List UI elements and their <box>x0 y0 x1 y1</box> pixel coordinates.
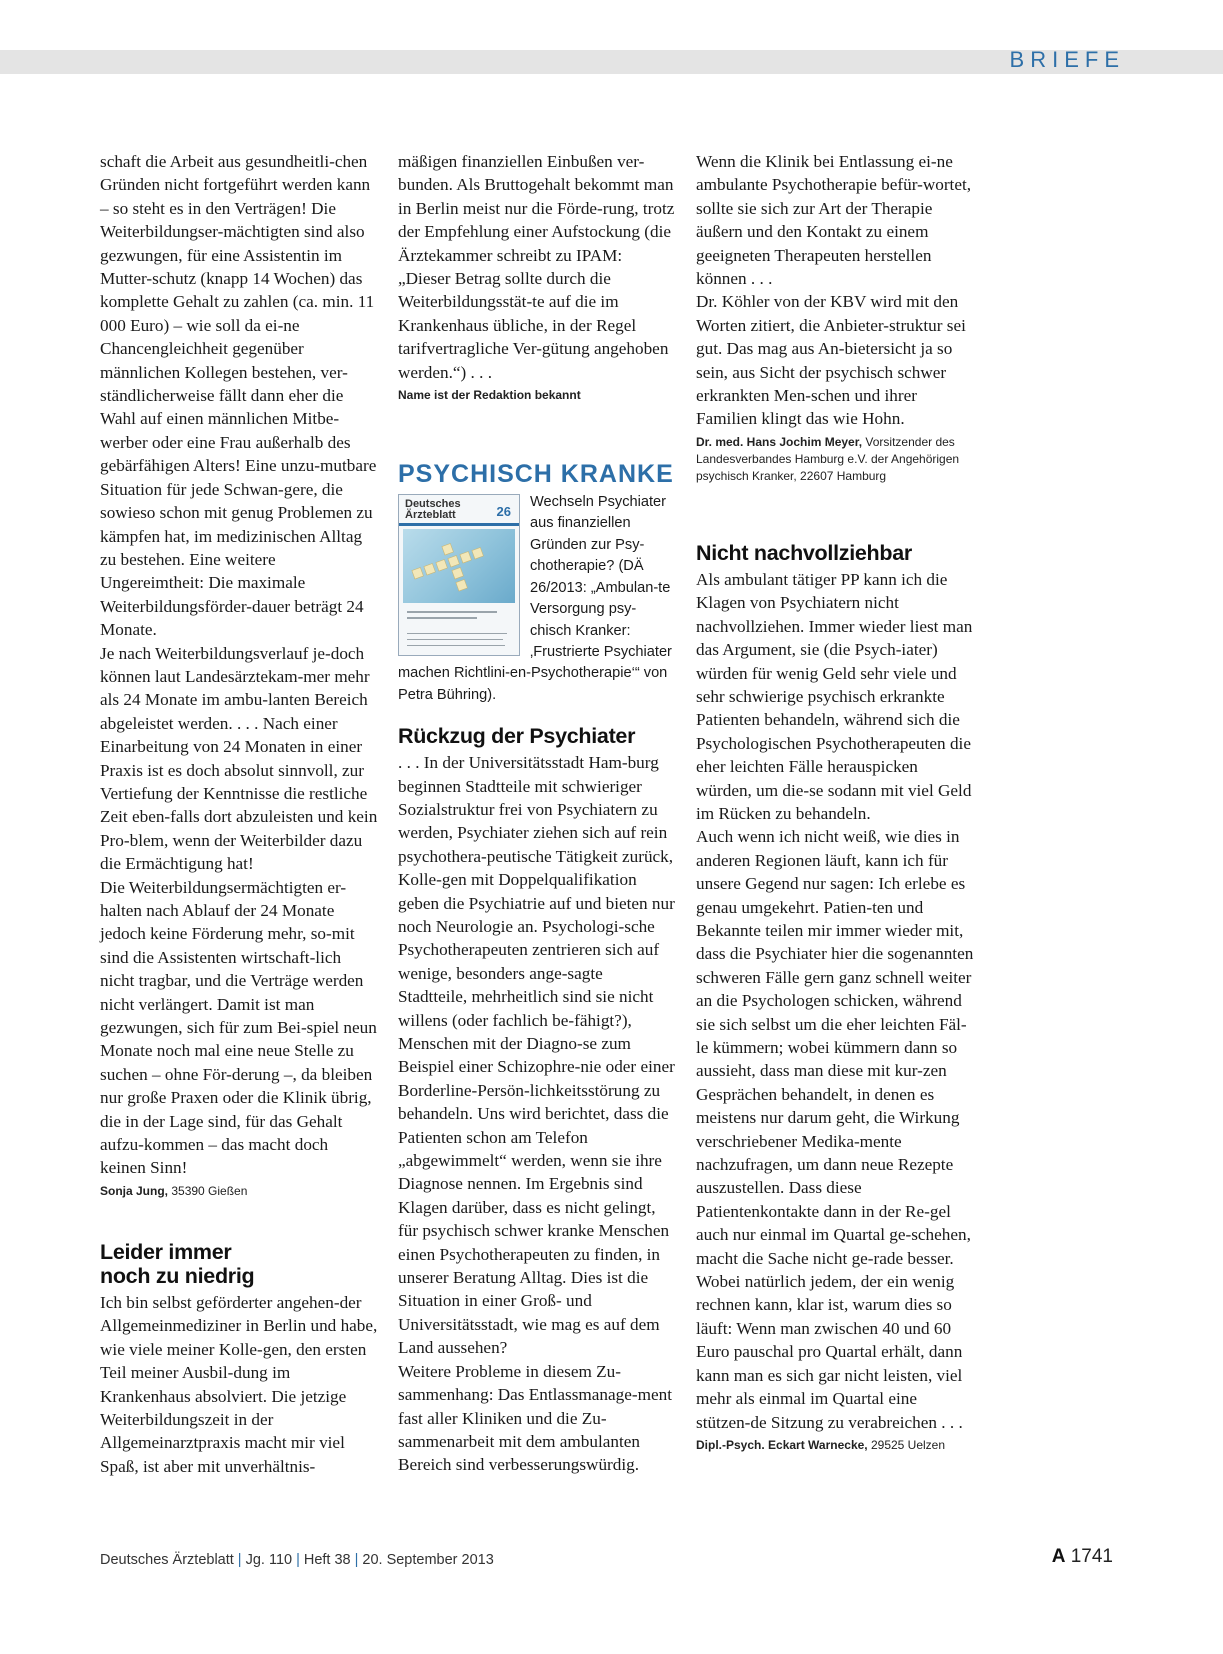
signature-location: 35390 Gießen <box>168 1183 248 1198</box>
letter-signature <box>100 1183 378 1200</box>
cover-text-line <box>407 645 505 646</box>
cover-title: Deutsches Ärzteblatt <box>405 498 461 522</box>
cover-text-line <box>407 617 477 619</box>
signature-name: Dr. med. Hans Jochim Meyer, <box>696 434 863 449</box>
cover-bar <box>399 523 519 526</box>
paragraph: . . . In der Universitätsstadt Ham-burg beginnen Stadtteile mit schwieriger Sozialstruktur frei von Psychiatern zu werden, Psychiater ziehen sich auf rein psychothera-peutische Tätigkeit zurück, Kolle-gen mit Doppelqualifikation geben die Psychiatrie auf und bieten nur noch Neurologie an. Psychologi-sche Psychotherapeuten zentrieren sich auf wenige, besonders ange-sagte Stadtteile, mehrheitlich sind sie nicht willens (oder fachlich be-fähigt?), Menschen mit der Diagno-se zum Beispiel einer Schizophre-nie oder einer Borderline-Persön-lichkeitsstörung zu behandeln. Uns wird berichtet, dass die Patienten schon am Telefon „abgewimmelt“ werden, wenn sie ihre Diagnose nennen. Im Ergebnis sind Klagen darüber, dass es nicht gelingt, für psychisch schwer kranke Menschen einen Psychotherapeuten zu finden, in unserer Beratung Alltag. Dies ist die Situation in einer Groß- und Universitätsstadt, wie mag es auf dem Land aussehen? <box>398 753 675 1358</box>
page-number-value: 1741 <box>1070 1546 1113 1567</box>
letter-heading: Rückzug der Psychiater <box>398 724 636 749</box>
footer-separator: | <box>296 1552 300 1568</box>
paragraph: Ich bin selbst geförderter angehen-der Allgemeinmediziner in Berlin und habe, wie viele meiner Kolle-gen, den ersten Teil meiner Ausbil-dung im Krankenhaus absolviert. Die jetzige Weiterbildungszeit in der Allgemeinarztpraxis macht mir viel Spaß, ist aber mit unverhältnis- <box>100 1292 378 1476</box>
column-2 <box>398 150 676 1477</box>
journal-name: Deutsches Ärzteblatt <box>100 1552 234 1568</box>
signature-location: Vorsitzender des Landesverbandes Hamburg e.V. der Angehörigen psychisch Kranker, 22607 Hamburg <box>696 434 960 483</box>
column-3 <box>696 150 974 1454</box>
letter-signature <box>696 1437 974 1454</box>
paragraph: Auch wenn ich nicht weiß, wie dies in anderen Regionen läuft, kann ich für unsere Gegend nur sagen: Ich erlebe es genau umgekehrt. Patien-ten und Bekannte teilen mir immer wieder mit, dass die Psychiater hier die sogenannten schweren Fälle gern ganz schnell weiter an die Psychologen schicken, während sie sich selbst um die eher leichten Fäl-le kümmern; wobei kümmern dann so aussieht, dass man diese mit kur-zen Gesprächen behandelt, in denen es meistens nur darum geht, die Wirkung verschriebener Medika-mente nachzufragen, um dann neue Rezepte auszustellen. Dass diese Patientenkontakte dann in der Re-gel auch nur einmal im Quartal ge-schehen, macht die Sache nicht ge-rade besser. Wobei natürlich jedem, der ein wenig rechnen kann, klar ist, warum dies so läuft: Wenn man zwischen 40 und 60 Euro pauschal pro Quartal erhält, dann kann man es sich gar nicht leisten, viel mehr als einmal im Quartal eine stützen-de Sitzung zu verabreichen . . . <box>696 827 974 1432</box>
cover-text-line <box>407 633 507 634</box>
topic-kicker: PSYCHISCH KRANKE <box>398 460 674 489</box>
signature-name: Name ist der Redaktion bekannt <box>398 388 581 403</box>
column-1 <box>100 150 378 1478</box>
paragraph: Je nach Weiterbildungsverlauf je-doch können laut Landesärztekam-mer mehr als 24 Monate im ambu-lanten Bereich abgeleistet werden. . . . Nach einer Einarbeitung von 24 Monaten in einer Praxis ist es doch absolut sinnvoll, zur Vertiefung der Kenntnisse die restliche Zeit eben-falls dort abzuleisten und kein Pro-blem, wenn der Weiterbilder dazu die Ermächtigung hat! <box>100 643 378 874</box>
letter-signature <box>696 434 974 485</box>
cover-text-line <box>407 611 497 613</box>
footer-separator: | <box>237 1552 242 1568</box>
signature-name: Sonja Jung, <box>100 1183 169 1198</box>
page-prefix: A <box>1051 1546 1066 1567</box>
page-footer <box>100 1552 494 1568</box>
journal-date: 20. September 2013 <box>362 1552 494 1568</box>
signature-location: 29525 Uelzen <box>867 1437 946 1452</box>
paragraph: Dr. Köhler von der KBV wird mit den Worten zitiert, die Anbieter-struktur sei gut. Das mag aus An-bietersicht ja so sein, aus Sicht der psychisch schwer erkrankten Men-schen und ihrer Familien klingt das wie Hohn. <box>696 292 966 429</box>
cover-issue: 26 <box>496 504 511 520</box>
reference-teaser <box>398 492 676 706</box>
paragraph: mäßigen finanziellen Einbußen ver-bunden. Als Bruttogehalt bekommt man in Berlin meist nur die Förde-rung, trotz der Empfehlung einer Aufstockung (die Ärztekammer schreibt zu IPAM: „Dieser Betrag sollte durch die Weiterbildungsstät-te auf die im Krankenhaus übliche, in der Regel tarifvertragliche Ver-gütung angehoben werden.“) . . . <box>398 152 675 382</box>
cover-text-line <box>407 639 503 640</box>
letter-heading: Leider immer noch zu niedrig <box>100 1239 255 1288</box>
cover-tiles-icon <box>403 529 515 603</box>
paragraph: Die Weiterbildungsermächtigten er-halten nach Ablauf der 24 Monate jedoch keine Förderung mehr, so-mit sind die Assistenten wirtschaft-lich nicht tragbar, und die Verträge werden nicht verlängert. Damit ist man gezwungen, sich für zum Bei-spiel neun Monate noch mal eine neue Stelle zu suchen – ohne För-derung –, da bleiben nur große Praxen oder die Klinik übrig, die in der Lage sind, für das Gehalt aufzu-kommen – das macht doch keinen Sinn! <box>100 877 377 1178</box>
signature-name: Dipl.-Psych. Eckart Warnecke, <box>696 1437 868 1452</box>
footer-separator: | <box>354 1552 359 1568</box>
page-number <box>1052 1546 1113 1568</box>
section-label: BRIEFE <box>1009 47 1125 72</box>
teaser-text: Wechseln Psychiater aus finanziellen Gründen zur Psy-chotherapie? (DÄ 26/2013: „Ambulan-te Versorgung psy-chisch Kranker: ‚Frustrierte Psychiater machen Richtlini-en-Psychotherapie‘“ von Petra Bühring). <box>398 494 672 703</box>
paragraph: schaft die Arbeit aus gesundheitli-chen Gründen nicht fortgeführt werden kann – so steht es in den Verträgen! Die Weiterbildungser-mächtigten sind also gezwungen, für eine Assistentin im Mutter-schutz (knapp 14 Wochen) das komplette Gehalt zu zahlen (ca. min. 11 000 Euro) – wie soll da ei-ne Chancengleichheit gegenüber männlichen Kollegen bestehen, ver-ständlicherweise fällt dann eher die Wahl auf einen männlichen Mitbe-werber oder eine Frau außerhalb des gebärfähigen Alters! Eine unzu-mutbare Situation für jede Schwan-gere, die sowieso schon mit genug Problemen zu kämpfen hat, im medizinischen Alltag zu bestehen. Eine weitere Ungereimtheit: Die maximale Weiterbildungsförder-dauer beträgt 24 Monate. <box>100 152 377 640</box>
journal-cover-thumbnail-icon <box>398 494 520 656</box>
journal-issue: Heft 38 <box>303 1552 351 1568</box>
letter-signature <box>398 387 676 404</box>
paragraph: Als ambulant tätiger PP kann ich die Klagen von Psychiatern nicht nachvollziehen. Immer wieder liest man das Argument, sie (die Psych-iater) würden für wenig Geld sehr viele und sehr schwierige psychisch erkrankte Patienten behandeln, während sich die Psychologischen Psychotherapeuten die eher leichten Fälle herauspicken würden, um die-se sodann mit viel Geld im Rücken zu behandeln. <box>696 569 973 823</box>
letter-heading: Nicht nachvollziehbar <box>696 540 912 565</box>
paragraph: Weitere Probleme in diesem Zu-sammenhang: Das Entlassmanage-ment fast aller Kliniken und die Zu-sammenarbeit mit dem ambulanten Bereich sind verbesserungswürdig. <box>398 1361 672 1475</box>
paragraph: Wenn die Klinik bei Entlassung ei-ne ambulante Psychotherapie befür-wortet, sollte sie sich zur Art der Therapie äußern und den Kontakt zu einem geeigneten Therapeuten herstellen können . . . <box>696 152 972 289</box>
journal-volume: Jg. 110 <box>245 1552 293 1568</box>
